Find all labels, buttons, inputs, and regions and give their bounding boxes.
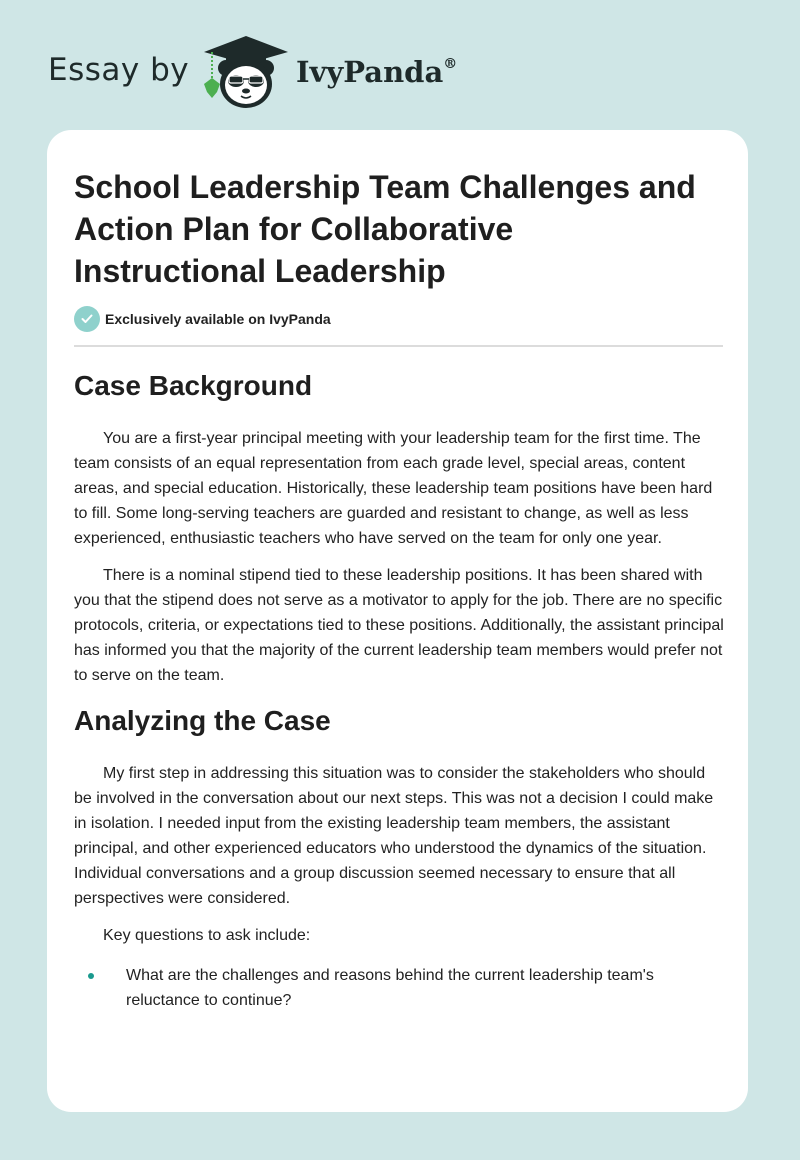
exclusive-badge-label: Exclusively available on IvyPanda [105,311,331,327]
article-card [47,130,748,1112]
paragraph: There is a nominal stipend tied to these leadership positions. It has been shared with you that the stipend does not serve as a motivator to apply for the job. There are no specific protocols, criteria, or expectations tied to these positions. Additionally, the assistant principal has informed you that the majority of the current leadership team members would prefer not to serve on the team. [74,567,724,684]
article-body [74,366,726,1013]
check-circle-icon [74,306,100,332]
paragraph: My first step in addressing this situation was to consider the stakeholders who should be involved in the conversation about our next steps. This was not a decision I could make in isolation. I needed input from the existing leadership team members, the assistant principal, and other experienced educators who understood the dynamics of the situation. Individual conversations and a group discussion seemed necessary to ensure that all perspectives were considered. [74,765,714,907]
section-case-background [74,366,726,688]
key-questions-list [74,963,726,1013]
essay-by-label: Essay by [48,52,190,88]
exclusive-badge [74,306,331,332]
divider [74,345,723,347]
list-item [74,963,726,1013]
section-heading: Analyzing the Case [74,705,331,736]
site-header [0,0,800,130]
panda-logo-icon[interactable] [200,34,292,110]
brand-name[interactable]: IvyPanda® [296,55,458,89]
article-title: School Leadership Team Challenges and Action Plan for Collaborative Instructional Leadership [74,169,696,289]
paragraph: You are a first-year principal meeting with your leadership team for the first time. The team consists of an equal representation from each grade level, special areas, content areas, and special education. Historically, these leadership team positions have been hard to fill. Some long-serving teachers are guarded and resistant to change, as well as less experienced, enthusiastic teachers who have served on the team for only one year. [74,430,713,547]
bullet-icon [88,973,94,979]
section-heading: Case Background [74,370,313,401]
paragraph: Key questions to ask include: [103,927,311,944]
list-item-text: What are the challenges and reasons behind the current leadership team's reluctance to continue? [126,967,654,1009]
section-analyzing-the-case [74,701,726,1013]
